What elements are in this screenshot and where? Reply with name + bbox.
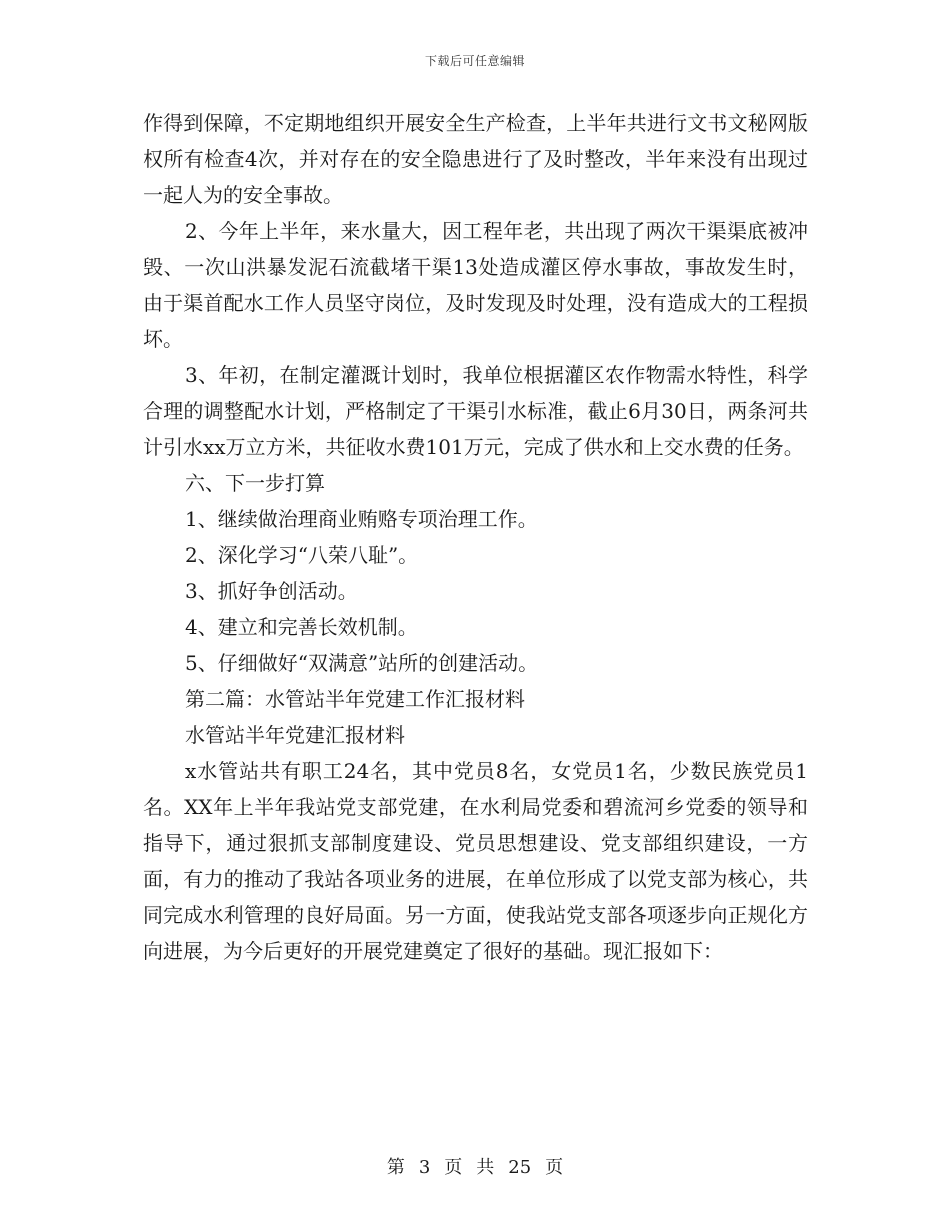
page-header-note: 下载后可任意编辑 [424,54,525,68]
list-item-1: 1、继续做治理商业贿赂专项治理工作。 [185,507,538,531]
section-heading-next-steps: 六、下一步打算 [185,471,325,495]
page-footer [0,1153,950,1179]
report-title: 水管站半年党建汇报材料 [185,723,405,747]
list-item-3: 3、抓好争创活动。 [185,579,358,603]
paragraph-item-2: 2、今年上半年，来水量大，因工程年老，共出现了两次干渠渠底被冲毁、一次山洪暴发泥石流截堵干渠13处造成灌区停水事故，事故发生时，由于渠首配水工作人员坚守岗位，及时发现及时处理，没有造成大的工程损坏。 [143,219,808,351]
paragraph-safety-continuation: 作得到保障，不定期地组织开展安全生产检查，上半年共进行文书文秘网版权所有检查4次，并对存在的安全隐患进行了及时整改，半年来没有出现过一起人为的安全事故。 [143,111,808,207]
document-body [143,105,808,969]
footer-suffix: 页 [545,1157,564,1178]
list-item-2: 2、深化学习“八荣八耻”。 [185,543,419,567]
footer-page-word: 页 [444,1157,463,1178]
list-item-4: 4、建立和完善长效机制。 [185,615,418,639]
footer-current-page: 3 [418,1157,431,1178]
paragraph-item-3: 3、年初，在制定灌溉计划时，我单位根据灌区农作物需水特性，科学合理的调整配水计划，严格制定了干渠引水标准，截止6月30日，两条河共计引水xx万立方米，共征收水费101万元，完成了供水和上交水费的任务。 [143,363,808,459]
footer-total-pages: 25 [508,1157,532,1178]
footer-total-word: 共 [476,1157,495,1178]
list-item-5: 5、仔细做好“双满意”站所的创建活动。 [185,651,539,675]
footer-prefix: 第 [386,1157,405,1178]
chapter-heading-part-two: 第二篇：水管站半年党建工作汇报材料 [185,687,525,711]
paragraph-report-intro: x水管站共有职工24名，其中党员8名，女党员1名，少数民族党员1名。XX年上半年我站党支部党建，在水利局党委和碧流河乡党委的领导和指导下，通过狠抓支部制度建设、党员思想建设、党支部组织建设，一方面，有力的推动了我站各项业务的进展，在单位形成了以党支部为核心，共同完成水利管理的良好局面。另一方面，使我站党支部各项逐步向正规化方向进展，为今后更好的开展党建奠定了很好的基础。现汇报如下： [143,759,808,963]
